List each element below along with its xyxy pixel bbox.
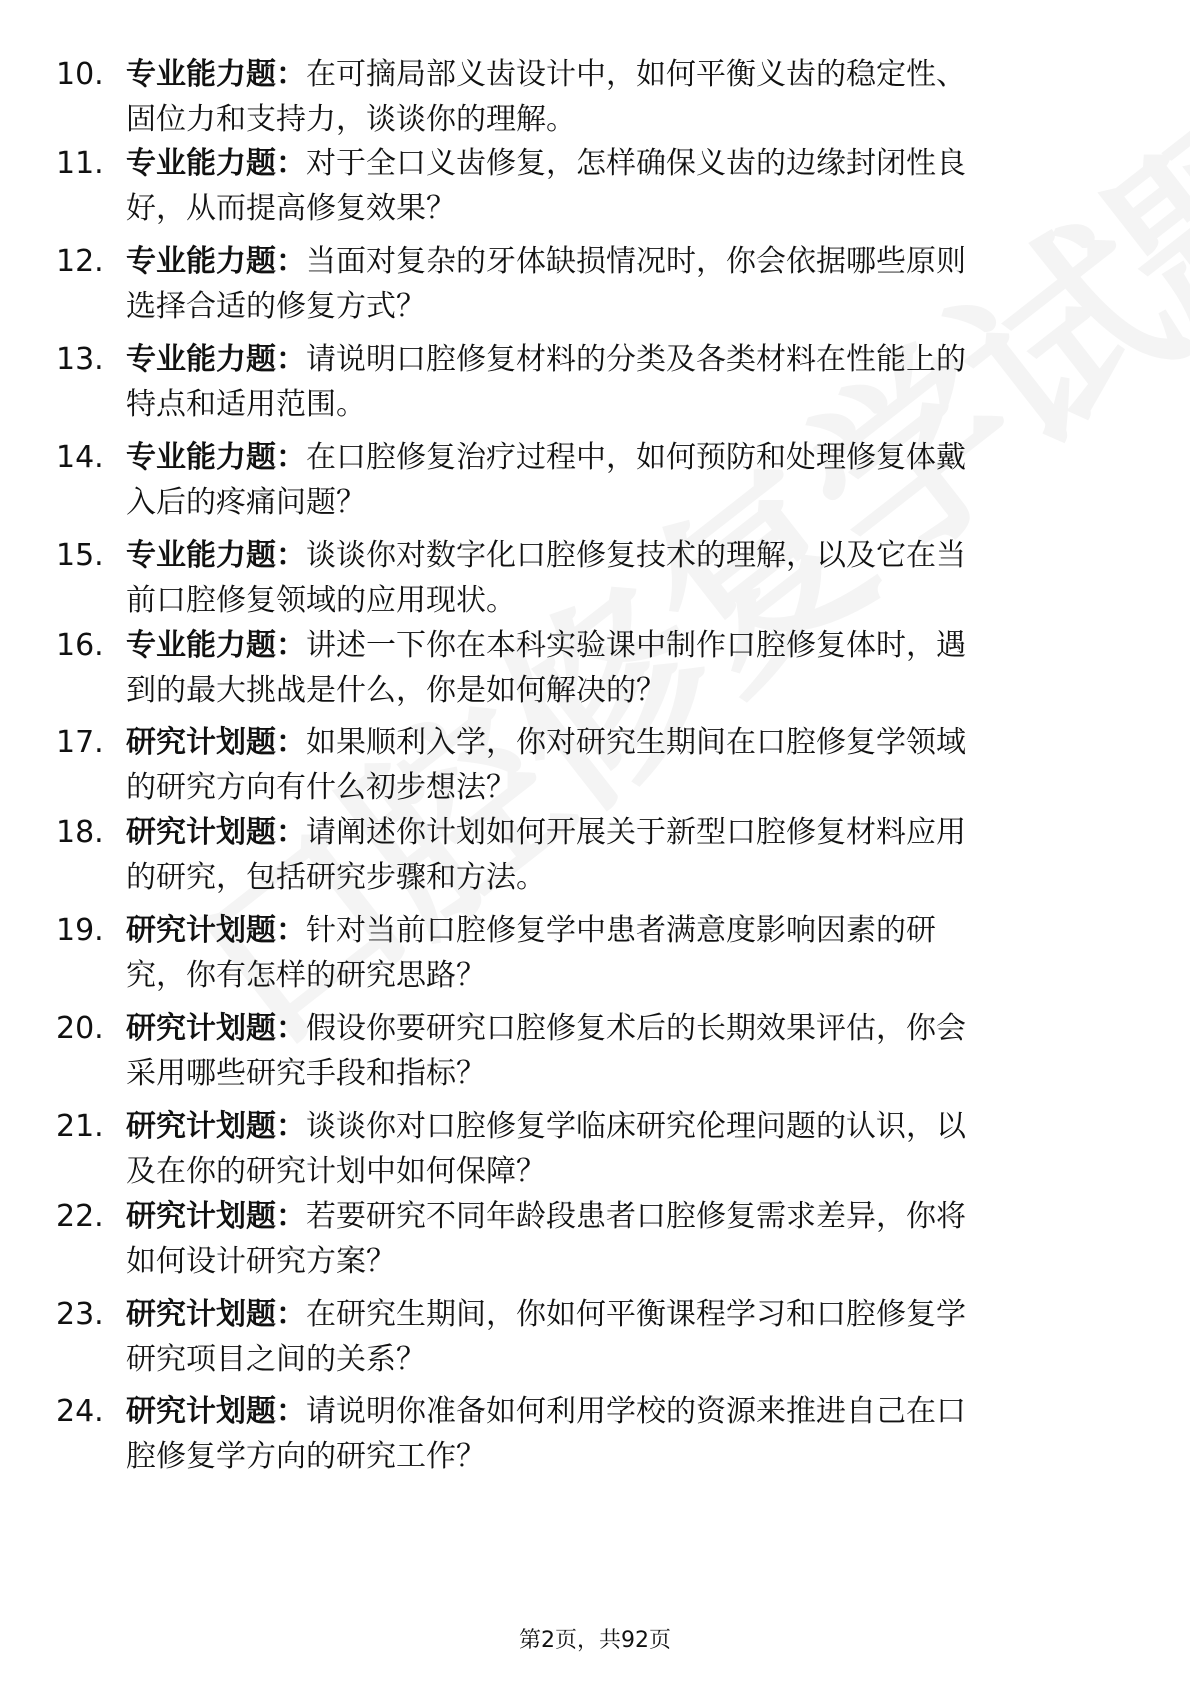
question-text	[126, 435, 1116, 525]
question-item	[0, 533, 1190, 633]
question-body-2: 腔修复学方向的研究工作？	[126, 1439, 486, 1474]
question-body-1: 若要研究不同年龄段患者口腔修复需求差异，你将	[306, 1199, 966, 1234]
question-item	[0, 337, 1190, 437]
question-body-1: 请说明你准备如何利用学校的资源来推进自己在口	[306, 1394, 966, 1429]
question-category: 研究计划题：	[126, 815, 306, 850]
question-item	[0, 623, 1190, 723]
question-item	[0, 52, 1190, 152]
question-line-1	[126, 533, 1116, 578]
question-line-1	[126, 810, 1116, 855]
question-number: 21.	[56, 1109, 104, 1144]
question-body-1: 谈谈你对口腔修复学临床研究伦理问题的认识，以	[306, 1109, 966, 1144]
question-body-2: 到的最大挑战是什么，你是如何解决的？	[126, 673, 666, 708]
question-body-2: 采用哪些研究手段和指标？	[126, 1056, 486, 1091]
question-body-1: 请说明口腔修复材料的分类及各类材料在性能上的	[306, 342, 966, 377]
question-line-1	[126, 1104, 1116, 1149]
question-number: 20.	[56, 1011, 104, 1046]
question-text	[126, 239, 1116, 329]
question-body-2: 的研究方向有什么初步想法？	[126, 770, 516, 805]
question-line-1	[126, 1292, 1116, 1337]
question-body-2: 入后的疼痛问题？	[126, 485, 366, 520]
question-category: 专业能力题：	[126, 244, 306, 279]
question-text	[126, 1389, 1116, 1479]
question-number: 12.	[56, 244, 104, 279]
question-item	[0, 908, 1190, 1008]
question-line-1	[126, 337, 1116, 382]
question-body-1: 当面对复杂的牙体缺损情况时，你会依据哪些原则	[306, 244, 966, 279]
question-body-1: 谈谈你对数字化口腔修复技术的理解，以及它在当	[306, 538, 966, 573]
question-body-2: 特点和适用范围。	[126, 387, 366, 422]
question-number: 10.	[56, 57, 104, 92]
question-number: 14.	[56, 440, 104, 475]
question-item	[0, 720, 1190, 820]
question-number: 23.	[56, 1297, 104, 1332]
question-number: 15.	[56, 538, 104, 573]
question-number: 16.	[56, 628, 104, 663]
question-line-1	[126, 141, 1116, 186]
question-line-1	[126, 1389, 1116, 1434]
question-category: 专业能力题：	[126, 57, 306, 92]
page-footer: 第2页，共92页	[519, 1628, 671, 1653]
question-category: 研究计划题：	[126, 1394, 306, 1429]
question-line-1	[126, 1006, 1116, 1051]
question-line-1	[126, 239, 1116, 284]
question-item	[0, 1104, 1190, 1204]
question-body-1: 在研究生期间，你如何平衡课程学习和口腔修复学	[306, 1297, 966, 1332]
question-number: 19.	[56, 913, 104, 948]
question-number: 11.	[56, 146, 104, 181]
question-item	[0, 239, 1190, 339]
question-text	[126, 720, 1116, 810]
question-number: 22.	[56, 1199, 104, 1234]
question-body-1: 在可摘局部义齿设计中，如何平衡义齿的稳定性、	[306, 57, 966, 92]
question-body-2: 前口腔修复领域的应用现状。	[126, 583, 516, 618]
question-text	[126, 623, 1116, 713]
question-category: 研究计划题：	[126, 1297, 306, 1332]
question-item	[0, 1194, 1190, 1294]
question-category: 研究计划题：	[126, 913, 306, 948]
question-category: 专业能力题：	[126, 342, 306, 377]
question-body-2: 的研究，包括研究步骤和方法。	[126, 860, 546, 895]
question-text	[126, 810, 1116, 900]
question-body-2: 研究项目之间的关系？	[126, 1342, 426, 1377]
question-body-2: 固位力和支持力，谈谈你的理解。	[126, 102, 576, 137]
question-number: 13.	[56, 342, 104, 377]
question-category: 研究计划题：	[126, 1011, 306, 1046]
question-item	[0, 1389, 1190, 1489]
question-body-1: 请阐述你计划如何开展关于新型口腔修复材料应用	[306, 815, 966, 850]
question-item	[0, 810, 1190, 910]
question-item	[0, 1006, 1190, 1106]
question-line-1	[126, 52, 1116, 97]
question-body-2: 究，你有怎样的研究思路？	[126, 958, 486, 993]
question-body-2: 及在你的研究计划中如何保障？	[126, 1154, 546, 1189]
question-text	[126, 337, 1116, 427]
question-body-1: 讲述一下你在本科实验课中制作口腔修复体时，遇	[306, 628, 966, 663]
question-body-1: 针对当前口腔修复学中患者满意度影响因素的研	[306, 913, 936, 948]
question-category: 研究计划题：	[126, 725, 306, 760]
question-item	[0, 1292, 1190, 1392]
question-category: 研究计划题：	[126, 1109, 306, 1144]
question-text	[126, 1292, 1116, 1382]
question-item	[0, 435, 1190, 535]
question-text	[126, 1194, 1116, 1284]
question-number: 17.	[56, 725, 104, 760]
question-line-1	[126, 435, 1116, 480]
question-body-2: 选择合适的修复方式？	[126, 289, 426, 324]
question-body-1: 如果顺利入学，你对研究生期间在口腔修复学领域	[306, 725, 966, 760]
question-line-1	[126, 623, 1116, 668]
question-category: 专业能力题：	[126, 628, 306, 663]
question-text	[126, 52, 1116, 142]
question-category: 专业能力题：	[126, 538, 306, 573]
question-line-1	[126, 720, 1116, 765]
question-body-2: 好，从而提高修复效果？	[126, 191, 456, 226]
question-body-2: 如何设计研究方案？	[126, 1244, 396, 1279]
question-text	[126, 533, 1116, 623]
question-category: 专业能力题：	[126, 146, 306, 181]
question-text	[126, 141, 1116, 231]
question-body-1: 假设你要研究口腔修复术后的长期效果评估，你会	[306, 1011, 966, 1046]
question-text	[126, 1006, 1116, 1096]
question-line-1	[126, 1194, 1116, 1239]
question-text	[126, 1104, 1116, 1194]
question-text	[126, 908, 1116, 998]
question-category: 研究计划题：	[126, 1199, 306, 1234]
question-item	[0, 141, 1190, 241]
question-body-1: 在口腔修复治疗过程中，如何预防和处理修复体戴	[306, 440, 966, 475]
question-category: 专业能力题：	[126, 440, 306, 475]
question-number: 24.	[56, 1394, 104, 1429]
question-body-1: 对于全口义齿修复，怎样确保义齿的边缘封闭性良	[306, 146, 966, 181]
question-line-1	[126, 908, 1116, 953]
question-number: 18.	[56, 815, 104, 850]
